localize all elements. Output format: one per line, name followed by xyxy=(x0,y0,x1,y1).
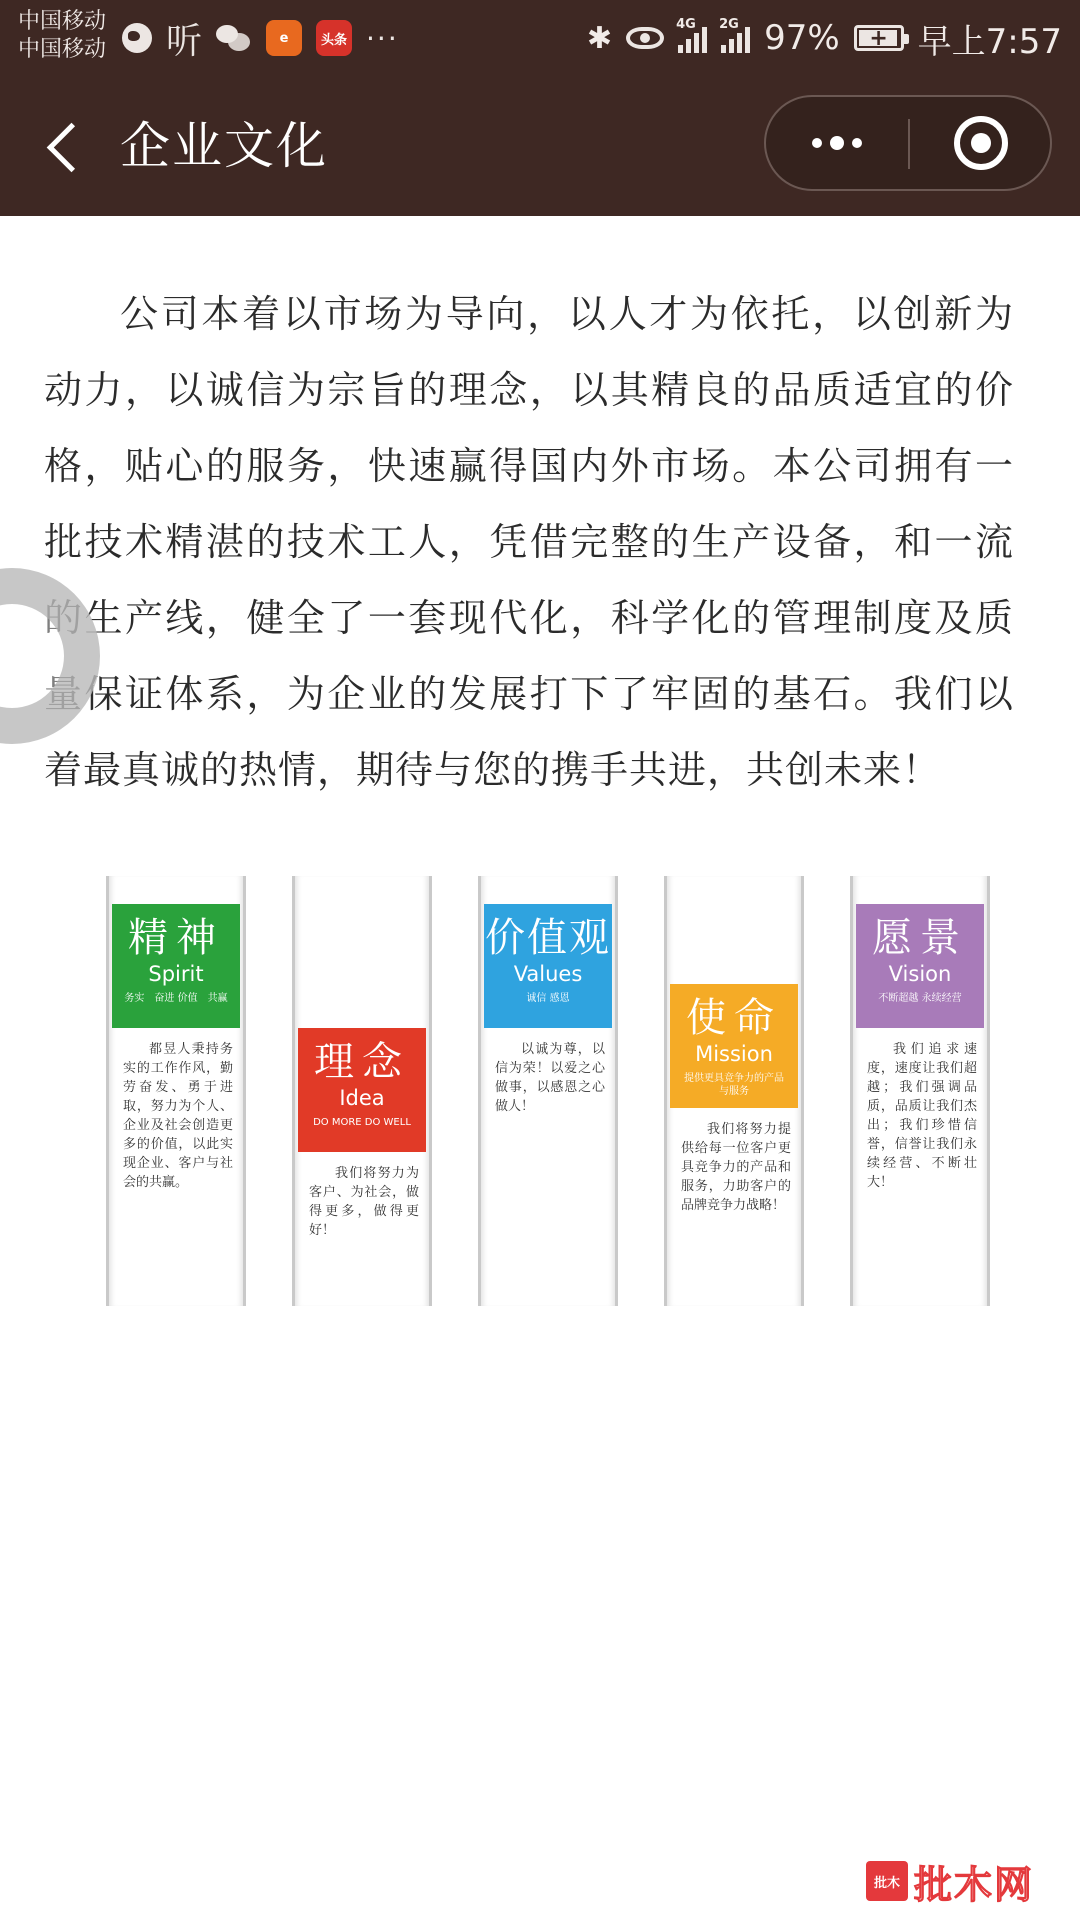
network-type-4g: 4G xyxy=(676,17,696,32)
more-notifications-icon: ··· xyxy=(366,21,399,55)
target-icon xyxy=(954,116,1008,170)
culture-title-cn: 价值观 xyxy=(485,915,611,961)
culture-description: 我们追求速度，速度让我们超越；我们强调品质，品质让我们杰出；我们珍惜信誉，信誉让我们永续经营、不断壮大！ xyxy=(867,1042,977,1190)
system-icons xyxy=(587,14,1062,62)
culture-title-en: Spirit xyxy=(148,962,204,986)
culture-title-cn: 使命 xyxy=(686,995,782,1041)
culture-title-cn: 理念 xyxy=(314,1039,410,1085)
culture-subtitle: DO MORE DO WELL xyxy=(313,1117,411,1128)
culture-title-en: Idea xyxy=(339,1086,385,1110)
wechat-icon xyxy=(216,23,252,53)
signal-2g-icon xyxy=(719,17,750,53)
status-bar xyxy=(0,0,1080,76)
culture-header-values xyxy=(484,904,612,1028)
notification-icons xyxy=(122,16,399,60)
more-options-button[interactable] xyxy=(766,97,908,189)
network-type-2g: 2G xyxy=(719,17,739,32)
carrier-1: 中国移动 xyxy=(18,9,107,34)
culture-header-vision xyxy=(856,904,984,1028)
culture-title-en: Values xyxy=(513,962,583,986)
culture-header-spirit xyxy=(112,904,240,1028)
culture-description: 我们将努力提供给每一位客户更具竞争力的产品和服务，力助客户的品牌竞争力战略！ xyxy=(681,1122,791,1213)
culture-title-en: Vision xyxy=(888,962,952,986)
watermark-logo: 批木 xyxy=(866,1861,908,1901)
culture-header-idea xyxy=(298,1028,426,1152)
ting-app-icon: 听 xyxy=(166,20,203,62)
culture-header-mission xyxy=(670,984,798,1108)
culture-description: 以诚为尊，以信为荣！以爱之心做事，以感恩之心做人！ xyxy=(495,1042,605,1114)
culture-subtitle: 不断超越 永续经营 xyxy=(878,993,962,1004)
culture-column-spirit xyxy=(106,876,246,1306)
culture-subtitle: 务实 奋进 价值 共赢 xyxy=(124,993,228,1004)
culture-description: 我们将努力为客户、为社会，做得更多，做得更好！ xyxy=(309,1166,419,1238)
culture-subtitle: 提供更具竞争力的产品与服务 xyxy=(684,1073,784,1097)
carrier-info xyxy=(18,8,106,64)
app-notification-icon: e xyxy=(266,20,302,56)
toutiao-icon: 头条 xyxy=(316,20,352,56)
close-mini-program-button[interactable] xyxy=(910,97,1052,189)
watermark-text: 批木网 xyxy=(914,1862,1035,1907)
culture-column-values xyxy=(478,876,618,1306)
culture-banner xyxy=(106,876,992,1306)
battery-icon: + xyxy=(854,25,904,51)
bluetooth-icon: ✱ xyxy=(586,20,613,56)
culture-title-cn: 精神 xyxy=(128,915,224,961)
signal-4g-icon xyxy=(676,17,707,53)
back-button[interactable] xyxy=(40,116,100,176)
culture-column-vision xyxy=(850,876,990,1306)
culture-subtitle: 诚信 感恩 xyxy=(526,993,570,1004)
page-title: 企业文化 xyxy=(120,117,328,175)
browser-icon xyxy=(122,23,152,53)
intro-paragraph: 公司本着以市场为导向，以人才为依托，以创新为动力，以诚信为宗旨的理念，以其精良的品质适宜的价格，贴心的服务，快速赢得国内外市场。本公司拥有一批技术精湛的技术工人，凭借完整的生产设备，和一流的生产线，健全了一套现代化，科学化的管理制度及质量保证体系，为企业的发展打下了牢固的基石。我们以着最真诚的热情，期待与您的携手共进，共创未来！ xyxy=(44,292,1014,792)
clock: 早上7:57 xyxy=(917,21,1062,62)
carrier-2: 中国移动 xyxy=(18,37,107,62)
eye-comfort-icon xyxy=(626,27,664,49)
mini-program-capsule xyxy=(764,95,1052,191)
culture-title-cn: 愿景 xyxy=(872,915,968,961)
nav-bar xyxy=(0,76,1080,216)
culture-description: 都昱人秉持务实的工作作风，勤劳奋发、勇于进取，努力为个人、企业及社会创造更多的价值，以此实现企业、客户与社会的共赢。 xyxy=(123,1042,233,1190)
battery-percent: 97% xyxy=(764,18,840,58)
culture-title-en: Mission xyxy=(695,1042,773,1066)
watermark xyxy=(866,1856,1034,1906)
culture-column-mission xyxy=(664,876,804,1306)
culture-column-idea xyxy=(292,876,432,1306)
